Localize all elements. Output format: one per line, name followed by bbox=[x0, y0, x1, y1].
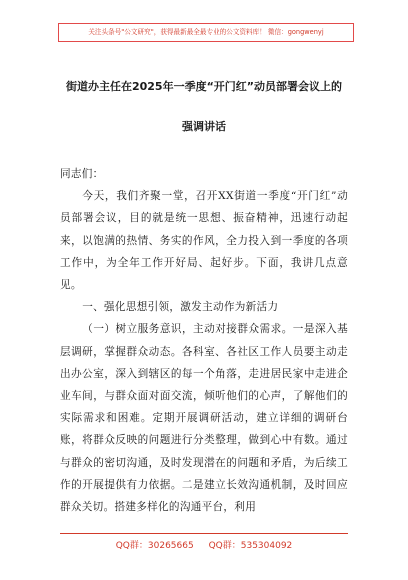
paragraph-intro: 今天，我们齐聚一堂，召开XX街道一季度“开门红”动员部署会议，目的就是统一思想、振奋精神，迅速行动起来，以饱满的热情、务实的作风，全力投入到一季度的各项工作中，为全年工作开好局、起好步。下面，我讲几点意见。 bbox=[60, 190, 348, 292]
footer-divider bbox=[60, 533, 348, 534]
document-body bbox=[60, 163, 348, 518]
header-banner: 关注头条号"公文研究"，获得最新最全最专业的公文资料库！ 微信：gongwenyj bbox=[58, 23, 354, 42]
footer bbox=[0, 538, 408, 551]
document-title: 街道办主任在2025年一季度“开门红”动员部署会议上的 bbox=[65, 80, 343, 93]
footer-qq-group-2: QQ群：535304092 bbox=[208, 541, 293, 551]
document-subtitle: 强调讲话 bbox=[182, 120, 226, 133]
section-heading: 一、强化思想引领，激发主动作为新活力 bbox=[82, 301, 279, 314]
paragraph-subsection: （一）树立服务意识，主动对接群众需求。一是深入基层调研，掌握群众动态。各科室、各社区工作人员要主动走出办公室，深入到辖区的每一个角落，走进居民家中走进企业车间，与群众面对面交流，倾听他们的心声，了解他们的实际需求和困难。定期开展调研活动，建立详细的调研台账，将群众反映的问题进行分类整理，做到心中有数。通过与群众的密切沟通，及时发现潜在的问题和矛盾，为后续工作的开展提供有力依据。二是建立长效沟通机制，及时回应群众关切。搭建多样化的沟通平台，利用 bbox=[60, 323, 348, 514]
salutation: 同志们： bbox=[60, 168, 104, 180]
footer-qq-group-1: QQ群：30265665 bbox=[115, 541, 194, 551]
